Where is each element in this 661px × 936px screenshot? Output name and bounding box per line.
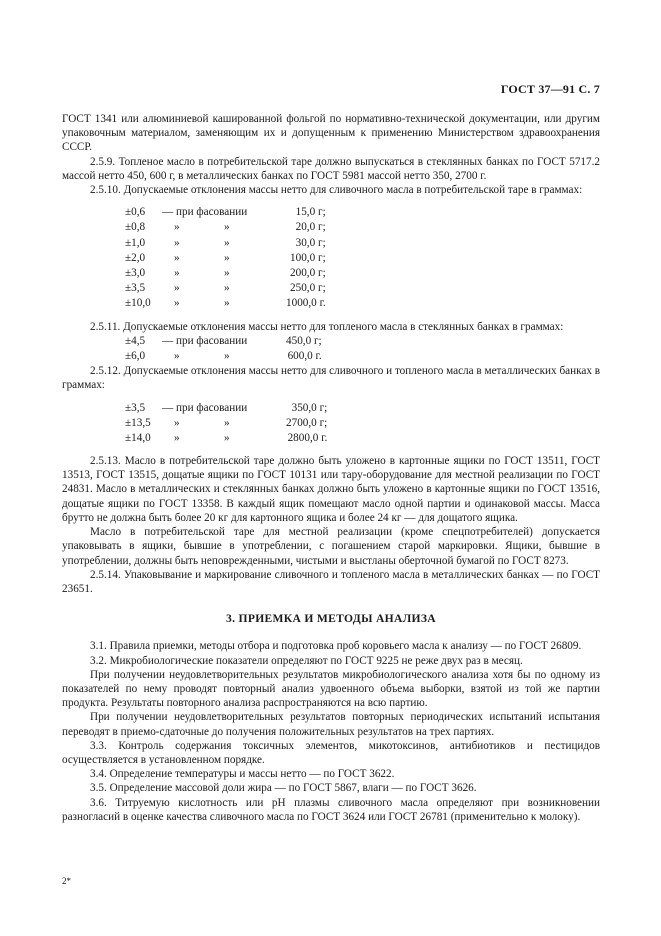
package-mass: 250,0 г;: [290, 282, 326, 295]
package-mass: 350,0 г;: [291, 401, 328, 414]
tolerance-row: [125, 266, 326, 281]
tolerance-value: ±3,5: [125, 401, 146, 414]
packing-label: »: [174, 236, 180, 249]
package-mass: 450,0 г;: [286, 334, 322, 347]
packing-label: »: [174, 251, 180, 264]
tolerance-value: ±4,5: [125, 334, 146, 347]
paragraph-2-5-9: 2.5.9. Топленое масло в потребительской таре должно выпускаться в стеклянных банках по ГОСТ 5717.2 массой нетто 450, 600 г, в металлических банках по ГОСТ 5981 массой нетто 350, 2700 г.: [62, 155, 600, 182]
tolerance-row: [125, 349, 322, 364]
spacer: [62, 312, 600, 320]
document-page: [62, 0, 600, 936]
packing-label: »: [174, 416, 180, 429]
section-title: 3. ПРИЕМКА И МЕТОДЫ АНАЛИЗА: [226, 612, 436, 626]
ditto-mark: »: [224, 297, 230, 310]
spacer: [62, 446, 600, 454]
paragraph-2-5-11: 2.5.11. Допускаемые отклонения массы нетто для топленого масла в стеклянных банках в граммах:: [90, 320, 564, 333]
ditto-mark: »: [224, 221, 230, 234]
tolerance-row: [125, 220, 326, 235]
paragraph-3-1: 3.1. Правила приемки, методы отбора и подготовка проб коровьего масла к анализу — по ГОСТ 26809.: [90, 640, 582, 653]
packing-label: »: [174, 282, 180, 295]
packing-label: »: [174, 349, 180, 362]
package-mass: 600,0 г.: [287, 349, 322, 362]
tolerance-value: ±0,8: [125, 221, 146, 234]
package-mass: 15,0 г;: [295, 206, 326, 219]
tolerance-table-butter: [125, 205, 326, 311]
tolerance-row: [125, 236, 326, 251]
package-mass: 2700,0 г;: [286, 416, 328, 429]
document-body: [62, 112, 600, 824]
ditto-mark: »: [224, 416, 230, 429]
package-mass: 100,0 г;: [290, 251, 326, 264]
tolerance-value: ±13,5: [125, 416, 151, 429]
ditto-mark: »: [224, 251, 230, 264]
tolerance-value: ±2,0: [125, 251, 146, 264]
paragraph-3-2: 3.2. Микробиологические показатели определяют по ГОСТ 9225 не реже двух раз в месяц.: [90, 654, 523, 667]
ditto-mark: »: [224, 236, 230, 249]
paragraph-3-2-periodic: При получении неудовлетворительных результатов повторных периодических испытаний испытания переводят в приемо-сдаточные до получения положительных результатов на трех партиях.: [62, 711, 600, 738]
tolerance-table-metal-cans: [125, 401, 327, 447]
paragraph-continuation: ГОСТ 1341 или алюминиевой кашированной фольгой по нормативно-технической документации, или другим упаковочным материалом, заменяющим их и допущенным к применению Министерством здравоохранения СССР.: [62, 113, 600, 154]
packing-label: »: [174, 431, 180, 444]
ditto-mark: »: [224, 266, 230, 279]
tolerance-row: [125, 401, 327, 416]
package-mass: 30,0 г;: [295, 236, 326, 249]
ditto-mark: »: [224, 282, 230, 295]
packing-label: »: [174, 221, 180, 234]
tolerance-row: [125, 416, 327, 431]
package-mass: 200,0 г;: [290, 266, 326, 279]
tolerance-value: ±0,6: [125, 206, 146, 219]
paragraph-3-2-repeat: При получении неудовлетворительных результатов микробиологического анализа хотя бы по одному из показателей по нему проводят повторный анализ удвоенного объема выборки, взятой из той же партии продукта. Результаты повторного анализа распространяются на всю партию.: [62, 668, 600, 710]
tolerance-row: [125, 296, 326, 311]
paragraph-2-5-14: 2.5.14. Упаковывание и маркирование сливочного и топленого масла в металлических банках — по ГОСТ 23651.: [62, 568, 600, 595]
tolerance-value: ±14,0: [125, 431, 151, 444]
ditto-mark: »: [224, 349, 230, 362]
paragraph-2-5-12: 2.5.12. Допускаемые отклонения массы нетто для сливочного и топленого масла в металлических банках в граммах:: [62, 365, 600, 392]
tolerance-value: ±6,0: [125, 349, 146, 362]
paragraph-3-3: 3.3. Контроль содержания токсичных элементов, микотоксинов, антибиотиков и пестицидов осуществляется в установленном порядке.: [62, 739, 600, 766]
tolerance-row: [125, 205, 326, 220]
page-signature-mark: 2*: [62, 876, 71, 886]
tolerance-row: [125, 251, 326, 266]
paragraph-local-sale: Масло в потребительской таре для местной реализации (кроме спецпотребителей) допускается упаковывать в ящики, бывшие в употреблении, с погашением старой маркировки. Ящики, бывшие в употреблении, должны быть неповрежденными, чистыми и выстланы оберточной бумагой по ГОСТ 8273.: [62, 526, 600, 567]
packing-label: — при фасовании: [162, 206, 248, 219]
packing-label: »: [174, 266, 180, 279]
paragraph-3-6: 3.6. Титруемую кислотность или pH плазмы сливочного масла определяют при возникновении разногласий в оценке качества сливочного масла по ГОСТ 3624 или ГОСТ 26781 (применительно к молоку).: [62, 796, 600, 823]
tolerance-value: ±10,0: [125, 297, 151, 310]
package-mass: 20,0 г;: [295, 221, 326, 234]
package-mass: 2800,0 г.: [287, 431, 328, 444]
packing-label: — при фасовании: [162, 401, 248, 414]
packing-label: »: [174, 297, 180, 310]
paragraph-2-5-13: 2.5.13. Масло в потребительской таре должно быть уложено в картонные ящики по ГОСТ 13511, ГОСТ 13513, ГОСТ 13515, дощатые ящики по ГОСТ 10131 или тару-оборудование для местной реализации по ГОСТ 24831. Масло в металлических и стеклянных банках должно быть уложено в картонные ящики по ГОСТ 13516, дощатые ящики по ГОСТ 13358. В каждый ящик помещают масло одной партии и одинаковой массы. Масса брутто не должна быть более 20 кг для картонного ящика и более 24 кг — для дощатого ящика.: [62, 455, 600, 524]
ditto-mark: »: [224, 431, 230, 444]
spacer: [62, 393, 600, 401]
tolerance-row: [125, 431, 327, 446]
page-header: ГОСТ 37—91 С. 7: [500, 82, 600, 96]
tolerance-value: ±1,0: [125, 236, 146, 249]
spacer: [62, 197, 600, 205]
paragraph-3-5: 3.5. Определение массовой доли жира — по ГОСТ 5867, влаги — по ГОСТ 3626.: [90, 782, 477, 795]
package-mass: 1000,0 г.: [286, 297, 326, 310]
tolerance-value: ±3,5: [125, 282, 146, 295]
tolerance-row: [125, 281, 326, 296]
tolerance-row: [125, 334, 322, 349]
tolerance-value: ±3,0: [125, 266, 146, 279]
paragraph-2-5-10: 2.5.10. Допускаемые отклонения массы нетто для сливочного масла в потребительской таре в граммах:: [90, 184, 583, 197]
paragraph-3-4: 3.4. Определение температуры и массы нетто — по ГОСТ 3622.: [90, 768, 395, 781]
tolerance-table-ghee-glass: [125, 334, 322, 364]
packing-label: — при фасовании: [162, 334, 248, 347]
